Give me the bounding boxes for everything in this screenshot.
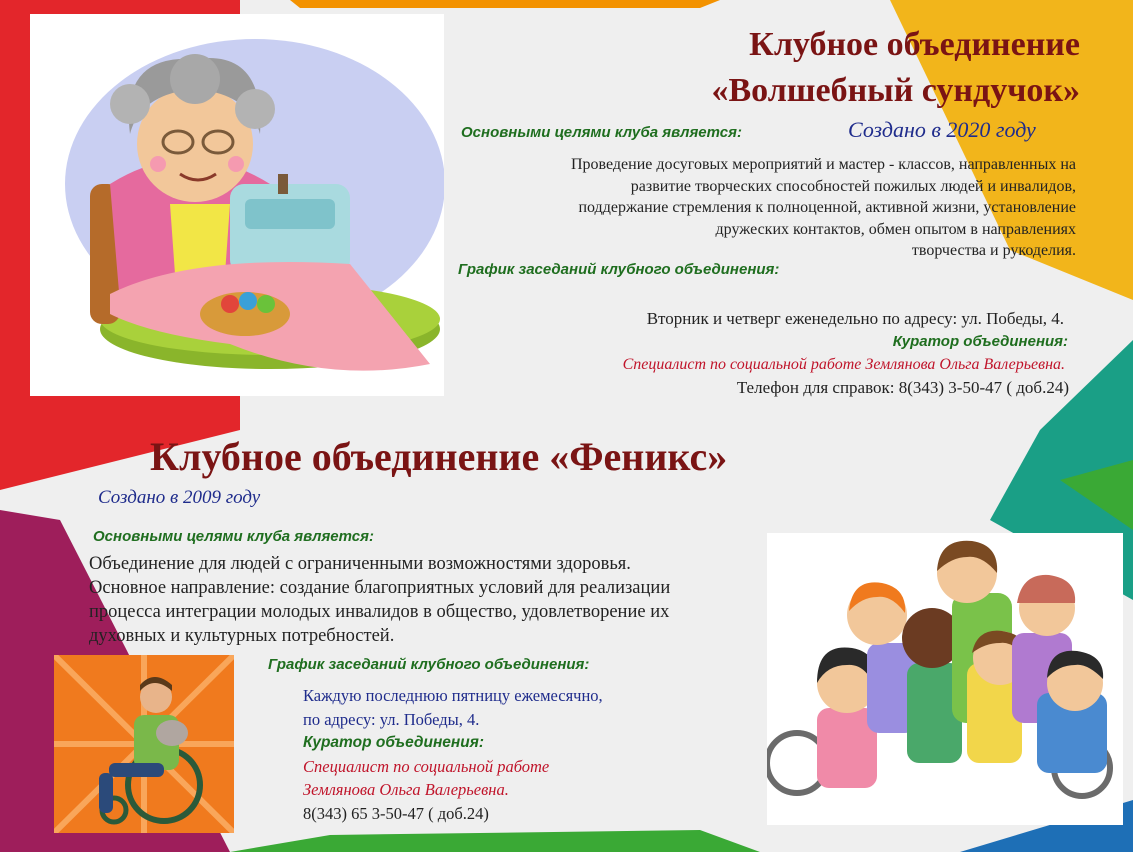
club1-title-line1: Клубное объединение [749, 26, 1080, 63]
club1-schedule-text: Вторник и четверг еженедельно по адресу: ул. Победы, 4. [646, 309, 1064, 328]
club2-title: Клубное объединение «Феникс» [150, 434, 728, 479]
club1-title-line2: «Волшебный сундучок» [711, 72, 1080, 109]
children-group-illustration [767, 533, 1123, 825]
club1-goals-line: поддержание стремления к полноценной, активной жизни, установление [578, 199, 1076, 216]
grandmother-sewing-illustration [30, 14, 444, 396]
club2-goals-text [89, 552, 769, 648]
club1-goals-line: развитие творческих способностей пожилых людей и инвалидов, [630, 177, 1076, 195]
club1-curator-label: Куратор объединения: [892, 333, 1068, 350]
club2-created-date: Создано в 2009 году [98, 487, 261, 508]
club1-specialist: Специалист по социальной работе Землянова Ольга Валерьевна. [622, 356, 1065, 373]
club1-title [560, 22, 1080, 114]
club2-schedule-line1: Каждую последнюю пятницу ежемесячно, [303, 686, 603, 705]
club2-goals-line: Объединение для людей с ограниченными возможностями здоровья. [89, 554, 631, 574]
club2-specialist-line1: Специалист по социальной работе [303, 756, 550, 776]
club1-schedule-label: График заседаний клубного объединения: [458, 261, 780, 278]
club2-specialist-line2: Землянова Ольга Валерьевна. [303, 780, 509, 799]
club1-goals-label: Основными целями клуба является: [461, 124, 742, 141]
club2-goals-label: Основными целями клуба является: [93, 528, 374, 545]
orange-stripe [290, 0, 720, 8]
club1-goals-line: дружеских контактов, обмен опытом в направлениях [715, 220, 1076, 238]
wheelchair-man-illustration [54, 655, 234, 833]
club1-created-date: Создано в 2020 году [848, 117, 1036, 142]
club2-goals-line: духовных и культурных потребностей. [89, 626, 395, 646]
club2-schedule-label: График заседаний клубного объединения: [268, 656, 590, 673]
club1-goals-text [470, 154, 1076, 262]
club2-goals-line: процесса интеграции молодых инвалидов в общество, удовлетворение их [89, 602, 670, 622]
club1-phone: Телефон для справок: 8(343) 3-50-47 ( доб.24) [736, 378, 1069, 397]
club2-info [303, 684, 603, 825]
club2-phone: 8(343) 65 3-50-47 ( доб.24) [303, 803, 489, 823]
club2-curator-label: Куратор объединения: [303, 734, 485, 751]
club2-schedule-line2: по адресу: ул. Победы, 4. [303, 709, 480, 729]
club1-goals-line: Проведение досуговых мероприятий и мастер - классов, направленных на [570, 156, 1076, 173]
club1-goals-line: творчества и рукоделия. [911, 242, 1076, 259]
club2-goals-line: Основное направление: создание благоприятных условий для реализации [89, 578, 671, 598]
